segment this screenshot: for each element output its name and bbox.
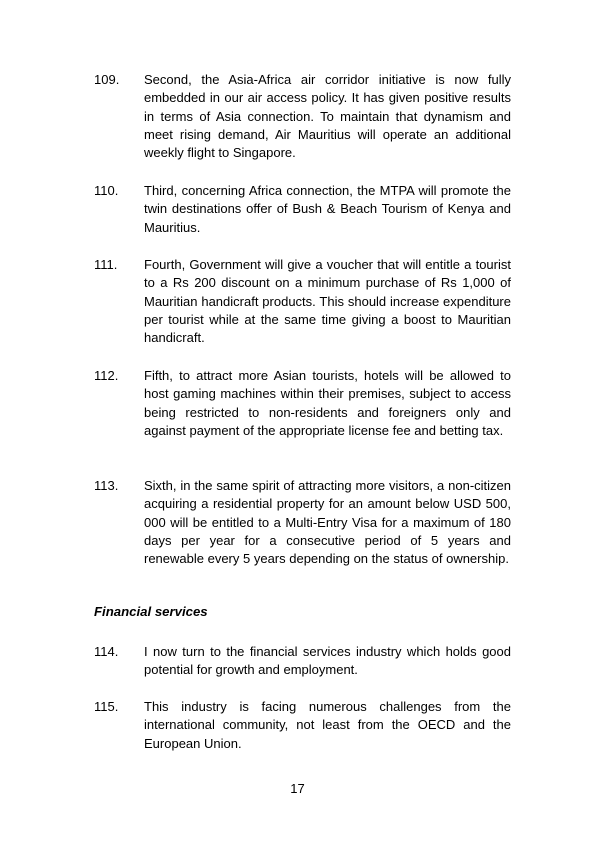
paragraph-text: Sixth, in the same spirit of attracting more visitors, a non-citizen acquiring a residential property for an amount below USD 500, 000 will be entitled to a Multi-Entry Visa for a maximum of 180 days per year for a consecutive period of 5 years and renewable every 5 years depending on the status of ownership. (144, 478, 511, 567)
paragraph-111 (94, 256, 511, 347)
paragraph-number: 113. (94, 478, 119, 493)
paragraph-number: 114. (94, 644, 119, 659)
paragraph-text: Third, concerning Africa connection, the MTPA will promote the twin destinations offer of Bush & Beach Tourism of Kenya and Mauritius. (144, 183, 511, 235)
paragraph-text: This industry is facing numerous challenges from the international community, not least from the OECD and the European Union. (144, 699, 511, 751)
paragraph-number: 109. (94, 72, 120, 87)
page-number: 17 (290, 781, 305, 796)
paragraph-text: Fifth, to attract more Asian tourists, hotels will be allowed to host gaming machines within their premises, subject to access being restricted to non-residents and foreigners only and against payment of the appropriate license fee and betting tax. (144, 368, 511, 438)
paragraph-text: I now turn to the financial services industry which holds good potential for growth and employment. (144, 644, 511, 678)
paragraph-109 (94, 71, 511, 162)
paragraph-text: Second, the Asia-Africa air corridor initiative is now fully embedded in our air access policy. It has given positive results in terms of Asia connection. To maintain that dynamism and meet rising demand, Air Mauritius will operate an additional weekly flight to Singapore. (144, 72, 511, 161)
section-heading: Financial services (94, 604, 208, 619)
paragraph-110 (94, 182, 511, 237)
paragraph-number: 111. (94, 257, 118, 272)
paragraph-113 (94, 477, 511, 568)
paragraph-text: Fourth, Government will give a voucher that will entitle a tourist to a Rs 200 discount on a minimum purchase of Rs 1,000 of Mauritian handicraft products. This should increase expenditure per tourist while at the same time giving a boost to Mauritian handicraft. (144, 257, 511, 346)
paragraph-number: 110. (94, 183, 119, 198)
paragraph-number: 112. (94, 368, 119, 383)
paragraph-114 (94, 643, 511, 680)
paragraph-112 (94, 367, 511, 440)
paragraph-number: 115. (94, 699, 119, 714)
paragraph-115 (94, 698, 511, 753)
